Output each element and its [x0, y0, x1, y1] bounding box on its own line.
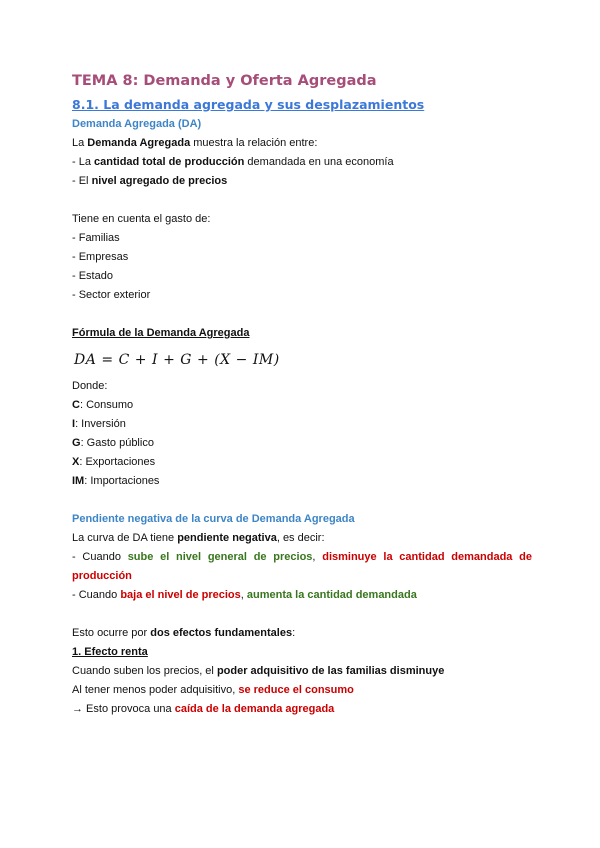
definition-key: IM — [72, 475, 85, 487]
case-fall-prices — [72, 586, 532, 605]
efecto-renta-line-2 — [72, 681, 532, 700]
spacer — [72, 491, 532, 510]
formula-eq: = — [101, 352, 114, 368]
slope-intro — [72, 529, 532, 548]
definition-c — [72, 396, 532, 415]
relation-item-1 — [72, 153, 532, 172]
spacer — [72, 305, 532, 324]
formula-heading: Fórmula de la Demanda Agregada — [72, 327, 250, 339]
relation-suffix: demandada en una economía — [244, 156, 394, 168]
case2-green: aumenta la cantidad demandada — [246, 589, 417, 601]
relation-prefix: - El — [72, 175, 92, 187]
efecto-renta-heading: 1. Efecto renta — [72, 646, 148, 658]
case-rise-prices — [72, 548, 532, 586]
case2-red: baja el nivel de precios — [120, 589, 241, 601]
definition-text: : Importaciones — [84, 475, 160, 487]
slope-suffix: , es decir: — [276, 532, 325, 544]
formula-plus: + — [134, 352, 148, 368]
formula — [74, 343, 532, 377]
renta-l2-red: se reduce el consumo — [238, 684, 354, 696]
spacer — [72, 605, 532, 624]
relation-bold: nivel agregado de precios — [91, 175, 228, 187]
document-content — [72, 70, 532, 719]
renta-l1-bold: poder adquisitivo de las familias disminuye — [216, 665, 445, 677]
da-heading: Demanda Agregada (DA) — [72, 118, 202, 130]
renta-l3-prefix: → Esto provoca una — [72, 703, 175, 715]
renta-l2-prefix: Al tener menos poder adquisitivo, — [72, 684, 239, 696]
gasto-item-familias: - Familias — [72, 232, 120, 244]
gasto-item-estado: - Estado — [72, 270, 113, 282]
case1-red: disminuye la cantidad demandada de producción — [72, 551, 532, 582]
definition-text: : Gasto público — [80, 437, 154, 449]
intro-suffix: muestra la relación entre: — [190, 137, 318, 149]
page-title: TEMA 8: Demanda y Oferta Agregada — [72, 73, 377, 89]
relation-bold: cantidad total de producción — [94, 156, 245, 168]
renta-l1-prefix: Cuando suben los precios, el — [72, 665, 217, 677]
definition-g — [72, 434, 532, 453]
definition-im — [72, 472, 532, 491]
formula-term-im: IM) — [252, 352, 280, 368]
formula-lhs: DA — [74, 352, 97, 368]
efecto-renta-line-3 — [72, 700, 532, 719]
definition-key: I — [72, 418, 76, 430]
efectos-bold: dos efectos fundamentales — [150, 627, 293, 639]
gasto-intro: Tiene en cuenta el gasto de: — [72, 213, 211, 225]
relation-item-2 — [72, 172, 532, 191]
case1-prefix: - Cuando — [72, 551, 128, 563]
efectos-prefix: Esto ocurre por — [72, 627, 151, 639]
formula-term-g: G — [180, 352, 192, 368]
definition-text: : Consumo — [79, 399, 134, 411]
donde-label: Donde: — [72, 380, 108, 392]
case1-mid: , — [312, 551, 323, 563]
case2-prefix: - Cuando — [72, 589, 121, 601]
definition-text: : Exportaciones — [79, 456, 156, 468]
formula-term-i: I — [152, 352, 159, 368]
formula-plus: + — [196, 352, 210, 368]
case2-mid: , — [240, 589, 247, 601]
slope-prefix: La curva de DA tiene — [72, 532, 178, 544]
renta-l3-red: caída de la demanda agregada — [174, 703, 335, 715]
intro-bold: Demanda Agregada — [87, 137, 191, 149]
spacer — [72, 191, 532, 210]
gasto-item-empresas: - Empresas — [72, 251, 129, 263]
relation-prefix: - La — [72, 156, 95, 168]
case1-green: sube el nivel general de precios — [127, 551, 313, 563]
definition-x — [72, 453, 532, 472]
gasto-item-sector-exterior: - Sector exterior — [72, 289, 151, 301]
definition-i — [72, 415, 532, 434]
definition-text: : Inversión — [75, 418, 126, 430]
formula-plus: + — [163, 352, 176, 368]
slope-heading: Pendiente negativa de la curva de Demanda Agregada — [72, 513, 355, 525]
intro-line — [72, 134, 532, 153]
definition-key: X — [72, 456, 80, 468]
efectos-line — [72, 624, 532, 643]
section-title: 8.1. La demanda agregada y sus desplazamientos — [72, 97, 425, 112]
intro-prefix: La — [72, 137, 88, 149]
definition-key: C — [72, 399, 80, 411]
efecto-renta-line-1 — [72, 662, 532, 681]
efectos-suffix: : — [292, 627, 296, 639]
formula-minus: − — [235, 352, 248, 368]
slope-bold: pendiente negativa — [177, 532, 277, 544]
formula-term-c: C — [118, 352, 130, 368]
formula-term-x: (X — [214, 352, 231, 368]
definition-key: G — [72, 437, 81, 449]
